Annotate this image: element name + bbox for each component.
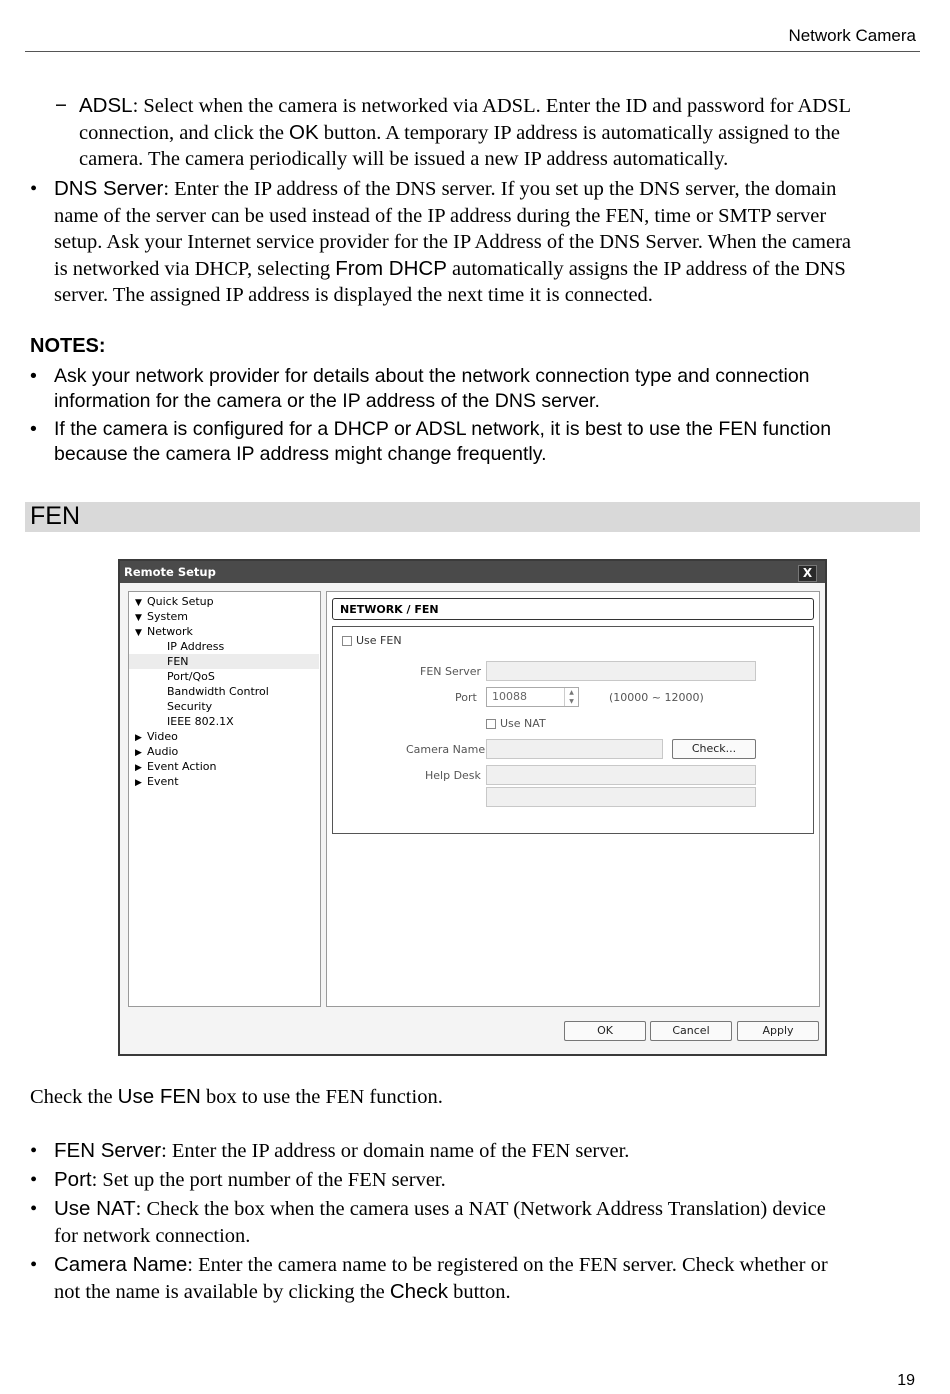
bullet-dot: • <box>30 1198 38 1220</box>
ok-button[interactable]: OK <box>564 1021 646 1041</box>
tree-item-event[interactable] <box>135 774 179 789</box>
tree-label: Event <box>147 775 179 788</box>
camera-name-input[interactable] <box>486 739 663 759</box>
use-nat-label: Use NAT <box>500 717 546 730</box>
camera-name-text-2-tail: button. <box>447 1280 511 1303</box>
expand-arrow-icon: ▶ <box>135 778 142 788</box>
dialog-title-bar <box>120 561 825 583</box>
tree-label: Video <box>147 730 178 743</box>
dns-paragraph <box>54 176 934 309</box>
check-line-head: Check the <box>30 1086 118 1108</box>
panel-title: NETWORK / FEN <box>340 603 439 616</box>
use-fen-label: Use FEN <box>356 634 402 647</box>
settings-content-panel <box>326 591 820 1007</box>
note-2-line-2: because the camera IP address might change frequently. <box>54 443 547 465</box>
note-1-line-2: information for the camera or the IP address of the DNS server. <box>54 390 600 412</box>
page-header <box>25 22 920 52</box>
remote-setup-dialog <box>118 559 827 1056</box>
header-title: Network Camera <box>788 26 916 45</box>
tree-label: FEN <box>167 655 189 668</box>
adsl-line-2-tail: button. A temporary IP address is automatically assigned to the <box>318 121 841 144</box>
check-line-term: Use FEN <box>117 1085 201 1108</box>
adsl-line-2: connection, and click the <box>79 121 290 144</box>
bullet-dot: • <box>30 1169 38 1191</box>
fen-server-bullet <box>54 1138 934 1165</box>
tree-label: Security <box>167 700 213 713</box>
adsl-dash: − <box>55 94 67 117</box>
dns-line-5: server. The assigned IP address is displayed the next time it is connected. <box>54 284 653 306</box>
adsl-ok-term: OK <box>289 120 319 144</box>
use-nat-checkbox[interactable] <box>486 719 496 729</box>
camera-name-text-2: not the name is available by clicking the <box>54 1280 390 1303</box>
check-line-tail: box to use the FEN function. <box>200 1086 443 1108</box>
apply-button[interactable]: Apply <box>737 1021 819 1041</box>
dns-line-4-tail: automatically assigns the IP address of the DNS <box>446 257 846 280</box>
tree-label: System <box>147 610 189 623</box>
spinner-arrows-icon[interactable]: ▲ ▼ <box>564 688 578 706</box>
port-input[interactable] <box>486 687 579 707</box>
use-fen-checkbox[interactable] <box>342 636 352 646</box>
tree-item-fen[interactable] <box>129 654 319 669</box>
use-nat-text: : Check the box when the camera uses a NAT (Network Address Translation) device <box>135 1198 826 1220</box>
port-value: 10088 <box>492 690 527 703</box>
note-bullet-2: • <box>30 418 37 440</box>
note-2-line-1: If the camera is configured for a DHCP or ADSL network, it is best to use the FEN function <box>54 418 832 440</box>
dns-line-1: : Enter the IP address of the DNS server. If you set up the DNS server, the domain <box>163 178 837 200</box>
use-nat-term: Use NAT <box>54 1197 136 1220</box>
help-desk-input-1[interactable] <box>486 765 756 785</box>
adsl-line-3: camera. The camera periodically will be issued a new IP address automatically. <box>79 148 729 170</box>
port-text: : Set up the port number of the FEN server. <box>91 1169 446 1191</box>
camera-name-text: : Enter the camera name to be registered on the FEN server. Check whether or <box>187 1254 828 1276</box>
cancel-button[interactable]: Cancel <box>650 1021 732 1041</box>
tree-label: IP Address <box>167 640 225 653</box>
section-title: FEN <box>30 502 80 530</box>
panel-header <box>332 598 814 620</box>
adsl-paragraph <box>79 93 929 173</box>
note-1-line-1: Ask your network provider for details about the network connection type and connection <box>54 365 810 387</box>
tree-label: Network <box>147 625 193 638</box>
tree-item-quick-setup[interactable] <box>135 594 214 609</box>
expand-arrow-icon: ▼ <box>135 598 142 608</box>
tree-item-security[interactable] <box>167 699 212 714</box>
expand-arrow-icon: ▼ <box>135 613 142 623</box>
note-2 <box>54 417 934 467</box>
adsl-line-1: : Select when the camera is networked via ADSL. Enter the ID and password for ADSL <box>132 95 852 117</box>
use-nat-text-2: for network connection. <box>54 1224 251 1247</box>
check-button[interactable]: Check... <box>672 739 756 759</box>
tree-item-network[interactable] <box>135 624 193 639</box>
adsl-term: ADSL <box>79 94 133 117</box>
expand-arrow-icon: ▼ <box>135 628 142 638</box>
fen-server-term: FEN Server <box>54 1139 162 1162</box>
dns-bullet: • <box>30 178 38 200</box>
settings-tree <box>128 591 321 1007</box>
camera-name-term: Camera Name <box>54 1253 188 1276</box>
camera-name-label: Camera Name <box>406 743 486 756</box>
expand-arrow-icon: ▶ <box>135 748 142 758</box>
tree-item-video[interactable] <box>135 729 178 744</box>
fen-server-label: FEN Server <box>420 665 482 678</box>
tree-label: IEEE 802.1X <box>167 715 234 728</box>
tree-item-ieee-8021x[interactable] <box>167 714 234 729</box>
tree-item-bandwidth-control[interactable] <box>167 684 269 699</box>
tree-item-audio[interactable] <box>135 744 178 759</box>
tree-label: Quick Setup <box>147 595 214 608</box>
section-heading-bar <box>25 502 920 532</box>
camera-name-bullet <box>54 1252 934 1305</box>
use-nat-bullet <box>54 1196 934 1249</box>
tree-label: Port/QoS <box>167 670 215 683</box>
tree-item-port-qos[interactable] <box>167 669 215 684</box>
dialog-title: Remote Setup <box>124 565 216 579</box>
dns-line-3: setup. Ask your Internet service provider for the IP Address of the DNS Server. When the camera <box>54 231 851 253</box>
bullet-dot: • <box>30 1254 38 1276</box>
note-bullet-1: • <box>30 365 37 387</box>
port-label: Port <box>455 691 477 704</box>
page-number: 19 <box>897 1372 915 1389</box>
help-desk-label: Help Desk <box>425 769 481 782</box>
tree-label: Event Action <box>147 760 217 773</box>
fen-server-input[interactable] <box>486 661 756 681</box>
tree-item-system[interactable] <box>135 609 188 624</box>
tree-label: Bandwidth Control <box>167 685 269 698</box>
expand-arrow-icon: ▶ <box>135 763 142 773</box>
fen-server-text: : Enter the IP address or domain name of the FEN server. <box>161 1140 630 1162</box>
port-term: Port <box>54 1168 92 1191</box>
dns-term: DNS Server <box>54 177 164 200</box>
notes-title: NOTES: <box>30 335 106 357</box>
port-range: (10000 ~ 12000) <box>609 691 704 704</box>
dns-from-dhcp-term: From DHCP <box>335 256 447 280</box>
check-term: Check <box>389 1279 448 1303</box>
tree-label: Audio <box>147 745 179 758</box>
help-desk-input-2[interactable] <box>486 787 756 807</box>
expand-arrow-icon: ▶ <box>135 733 142 743</box>
bullet-dot: • <box>30 1140 38 1162</box>
dns-line-4: is networked via DHCP, selecting <box>54 257 336 280</box>
tree-item-event-action[interactable] <box>135 759 216 774</box>
dns-line-2: name of the server can be used instead of the IP address during the FEN, time or SMTP server <box>54 204 827 227</box>
close-icon[interactable]: X <box>798 565 817 582</box>
note-1 <box>54 364 934 414</box>
tree-item-ip-address[interactable] <box>167 639 224 654</box>
check-use-fen-sentence <box>30 1084 443 1111</box>
fen-settings-group <box>332 626 814 834</box>
port-bullet <box>54 1167 934 1194</box>
